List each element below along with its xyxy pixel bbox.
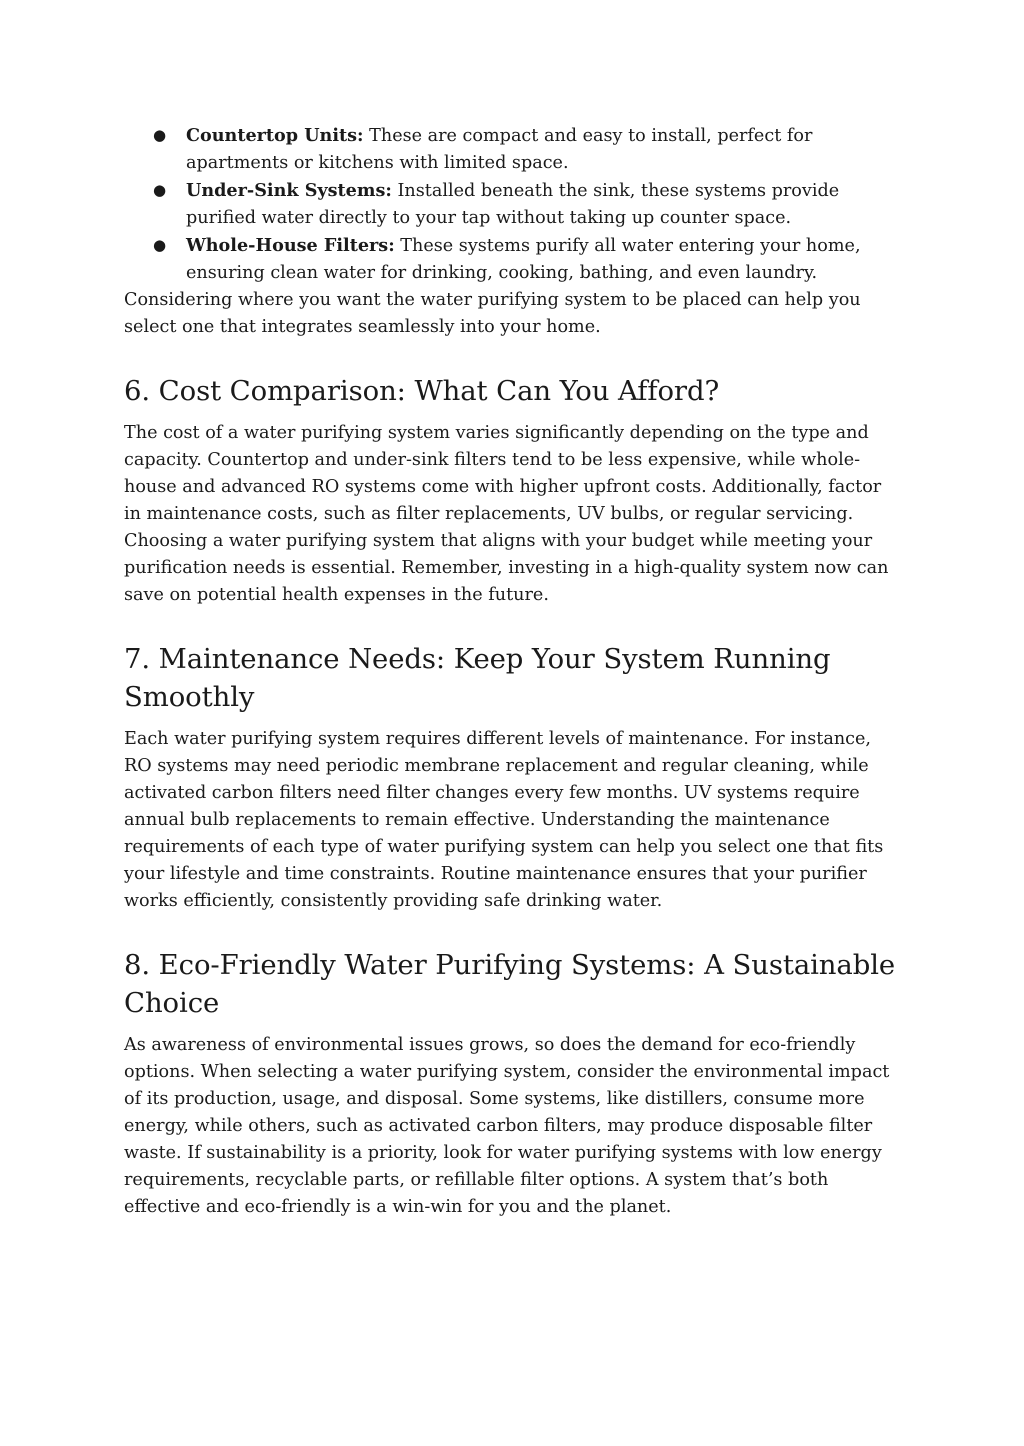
list-item	[124, 232, 902, 287]
list-item-text: Installed beneath the sink, these systems provide purified water directly to your tap without taking up counter space.	[186, 181, 840, 228]
section-heading-cost: 6. Cost Comparison: What Can You Afford?	[124, 375, 720, 407]
section-heading-eco-friendly: 8. Eco-Friendly Water Purifying Systems: A Sustainable Choice	[124, 949, 896, 1019]
list-item-term: Countertop Units:	[186, 125, 364, 146]
bullet-icon: ●	[153, 236, 167, 254]
intro-paragraph: Considering where you want the water purifying system to be placed can help you select one that integrates seamlessly into your home.	[124, 290, 861, 337]
placement-options-list	[124, 122, 902, 287]
list-item-term: Under-Sink Systems:	[186, 180, 392, 201]
section-heading-maintenance: 7. Maintenance Needs: Keep Your System Running Smoothly	[124, 643, 831, 713]
section-body-eco-friendly: As awareness of environmental issues grows, so does the demand for eco-friendly options. When selecting a water purifying system, consider the environmental impact of its production, usage, and disposal. Some systems, like distillers, consume more energy, while others, such as activated carbon filters, may produce disposable filter waste. If sustainability is a priority, look for water purifying systems with low energy requirements, recyclable parts, or refillable filter options. A system that’s both effective and eco-friendly is a win-win for you and the planet.	[124, 1035, 890, 1217]
bullet-icon: ●	[153, 181, 167, 199]
list-item-text: These are compact and easy to install, perfect for apartments or kitchens with limited space.	[186, 126, 813, 173]
section-body-maintenance: Each water purifying system requires different levels of maintenance. For instance, RO systems may need periodic membrane replacement and regular cleaning, while activated carbon filters need filter changes every few months. UV systems require annual bulb replacements to remain effective. Understanding the maintenance requirements of each type of water purifying system can help you select one that fits your lifestyle and time constraints. Routine maintenance ensures that your purifier works efficiently, consistently providing safe drinking water.	[124, 729, 884, 911]
list-item	[124, 122, 902, 177]
document-body	[124, 122, 902, 1221]
list-item	[124, 177, 902, 232]
bullet-icon: ●	[153, 126, 167, 144]
section-body-cost: The cost of a water purifying system varies significantly depending on the type and capacity. Countertop and under-sink filters tend to be less expensive, while whole-house and advanced RO systems come with higher upfront costs. Additionally, factor in maintenance costs, such as filter replacements, UV bulbs, or regular servicing. Choosing a water purifying system that aligns with your budget while meeting your purification needs is essential. Remember, investing in a high-quality system now can save on potential health expenses in the future.	[124, 423, 889, 605]
list-item-text: These systems purify all water entering your home, ensuring clean water for drinking, cooking, bathing, and even laundry.	[186, 236, 861, 283]
list-item-term: Whole-House Filters:	[186, 235, 395, 256]
